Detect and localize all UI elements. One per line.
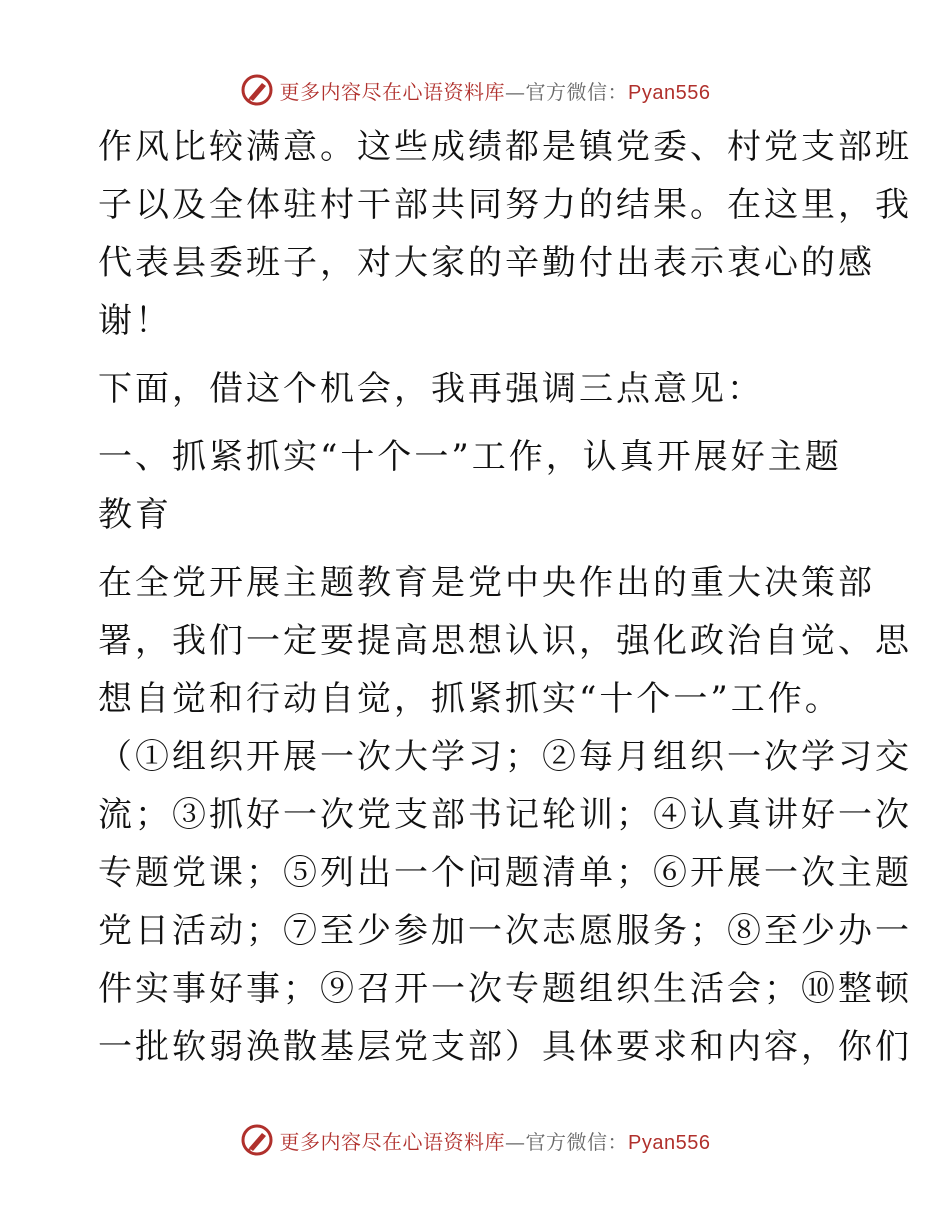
text-line: 党日活动；⑦至少参加一次志愿服务；⑧至少办一 — [98, 911, 912, 951]
heading-line: 教育 — [98, 495, 172, 535]
pen-logo-icon — [240, 73, 274, 107]
heading-line: 一、抓紧抓实“十个一”工作，认真开展好主题 — [98, 437, 842, 477]
watermark-brand: 更多内容尽在心语资料库 — [279, 79, 506, 104]
text-line: （①组织开展一次大学习；②每月组织一次学习交 — [98, 737, 912, 777]
header-watermark — [0, 70, 950, 110]
text-line: 专题党课；⑤列出一个问题清单；⑥开展一次主题 — [98, 853, 912, 893]
watermark-text — [280, 1126, 711, 1155]
watermark-dash: — — [505, 1129, 526, 1154]
document-body — [98, 118, 912, 1086]
text-line: 件实事好事；⑨召开一次专题组织生活会；⑩整顿 — [98, 969, 912, 1009]
watermark-dash: — — [505, 79, 526, 104]
text-line: 子以及全体驻村干部共同努力的结果。在这里，我 — [98, 185, 912, 225]
text-line: 谢！ — [98, 301, 172, 341]
text-line: 下面，借这个机会，我再强调三点意见： — [98, 369, 764, 409]
watermark-brand: 更多内容尽在心语资料库 — [279, 1129, 506, 1154]
footer-watermark — [0, 1120, 950, 1160]
watermark-text — [280, 76, 711, 105]
text-line: 代表县委班子，对大家的辛勤付出表示衷心的感 — [98, 243, 875, 283]
pen-logo-icon — [240, 1123, 274, 1157]
text-line: 在全党开展主题教育是党中央作出的重大决策部 — [98, 563, 875, 603]
text-line: 想自觉和行动自觉，抓紧抓实“十个一”工作。 — [98, 679, 842, 719]
paragraph-3 — [98, 554, 912, 1076]
watermark-id: Pyan556 — [628, 1131, 711, 1154]
text-line: 一批软弱涣散基层党支部）具体要求和内容，你们 — [98, 1027, 912, 1067]
text-line: 署，我们一定要提高思想认识，强化政治自觉、思 — [98, 621, 912, 661]
watermark-official: 官方微信： — [525, 1129, 629, 1154]
paragraph-1 — [98, 118, 912, 350]
text-line: 流；③抓好一次党支部书记轮训；④认真讲好一次 — [98, 795, 912, 835]
section-heading-1 — [98, 428, 850, 544]
text-line: 作风比较满意。这些成绩都是镇党委、村党支部班 — [98, 127, 912, 167]
watermark-official: 官方微信： — [525, 79, 629, 104]
paragraph-2 — [98, 360, 850, 418]
watermark-id: Pyan556 — [628, 81, 711, 104]
